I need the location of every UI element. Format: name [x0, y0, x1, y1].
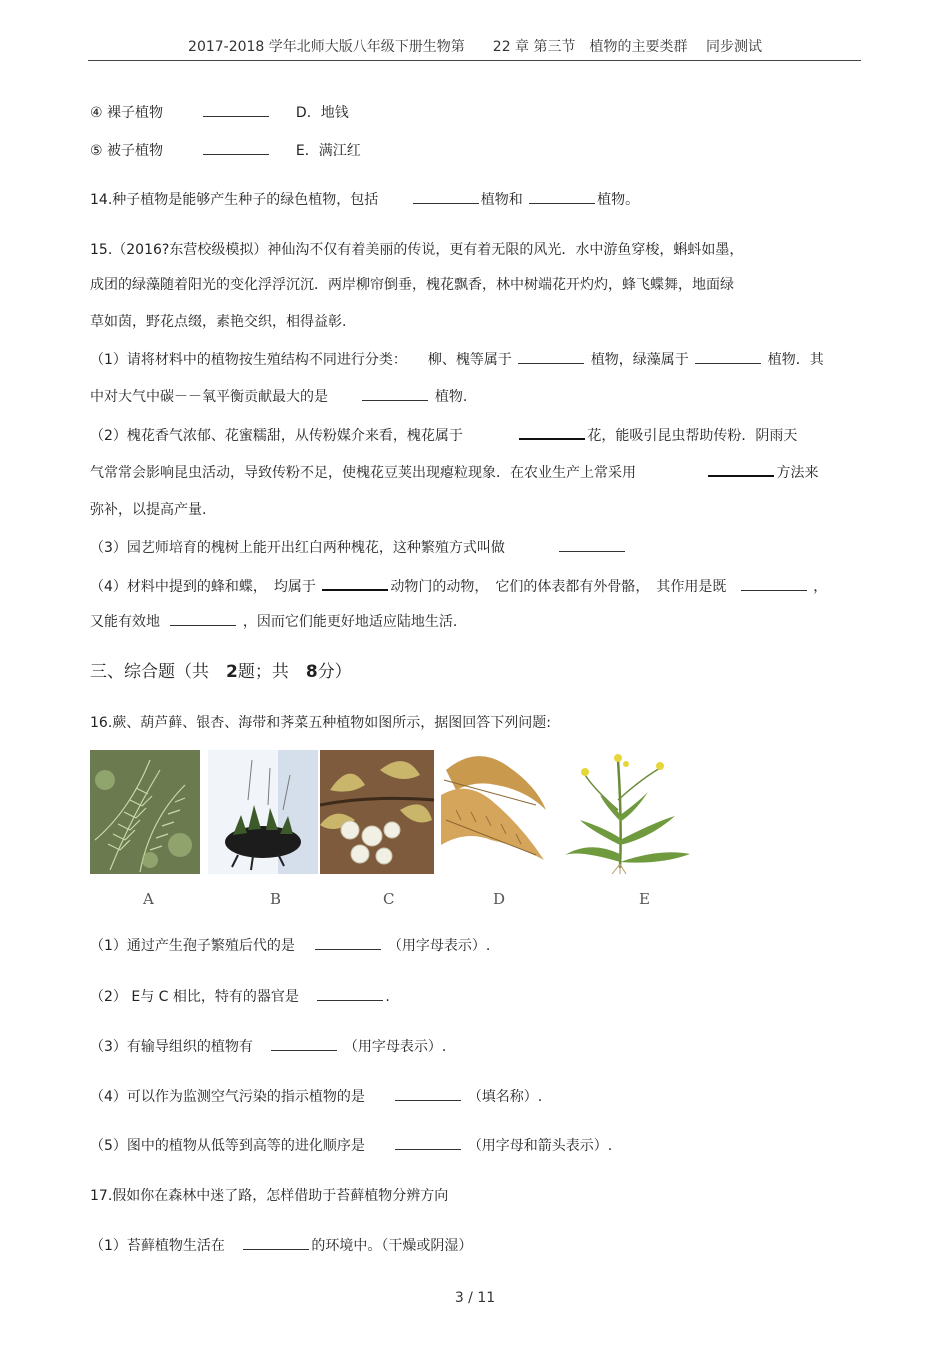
q16-text: （填名称）. [467, 1089, 543, 1105]
q15-text: ，因而它们能更好地适应陆地生活. [242, 614, 458, 630]
q16-text: （5）图中的植物从低等到高等的进化顺序是 [90, 1138, 365, 1154]
answer-blank[interactable] [708, 461, 774, 477]
q15-text: （3）园艺师培育的槐树上能开出红白两种槐花，这种繁殖方式叫做 [90, 540, 505, 556]
answer-blank[interactable] [322, 575, 388, 591]
figure-label: B [270, 890, 282, 908]
q14-text: 14.种子植物是能够产生种子的绿色植物，包括 [90, 192, 379, 208]
question-count: 2 [226, 662, 238, 682]
question-14 [90, 189, 639, 210]
q15-text: （4）材料中提到的蜂和蝶， 均属于 [90, 579, 316, 595]
answer-blank[interactable] [170, 611, 236, 626]
q16-text: （1）通过产生孢子繁殖后代的是 [90, 938, 295, 954]
answer-blank[interactable] [203, 102, 269, 117]
answer-blank[interactable] [243, 1235, 309, 1250]
answer-blank[interactable] [518, 349, 584, 364]
section-title [90, 662, 352, 682]
match-row [90, 140, 361, 161]
score-count: 8 [305, 662, 318, 682]
q16-text: （4）可以作为监测空气污染的指示植物的是 [90, 1089, 365, 1105]
q15-text: 花，能吸引昆虫帮助传粉．阴雨天 [587, 428, 798, 444]
answer-blank[interactable] [529, 189, 595, 204]
match-left: ⑤ 被子植物 [90, 143, 164, 159]
q15-passage-line: 成团的绿藻随着阳光的变化浮浮沉沉．两岸柳帘倒垂，槐花飘香，林中树端花开灼灼，蜂飞蝶舞，地面绿 [90, 277, 734, 293]
figure-label: C [383, 890, 395, 908]
q15-text: 植物. [434, 389, 468, 405]
q15-text: ， [813, 579, 828, 595]
q16-text: . [385, 989, 390, 1005]
section-title-text: 题；共 [237, 662, 306, 682]
page-header: 2017-2018 学年北师大版八年级下册生物第 22 章 第三节 植物的主要类群 同步测试 [188, 39, 762, 55]
answer-blank[interactable] [315, 935, 381, 950]
q15-sub-2 [90, 424, 797, 446]
figure-label: D [493, 890, 506, 908]
q15-sub-4 [90, 575, 827, 597]
q15-passage-line: 草如茵，野花点缀，素艳交织，相得益彰. [90, 314, 347, 330]
ginkgo-image [320, 750, 434, 874]
q15-sub-3 [90, 537, 627, 558]
answer-blank[interactable] [413, 189, 479, 204]
q15-text: 又能有效地 [90, 614, 160, 630]
fern-image [90, 750, 200, 874]
q15-text: 中对大气中碳－－氧平衡贡献最大的是 [90, 389, 328, 405]
q16-sub-1 [90, 935, 490, 956]
q14-text: 植物和 [480, 192, 523, 208]
q15-text: 植物，绿藻属于 [590, 352, 689, 368]
answer-blank[interactable] [203, 140, 269, 155]
q17-sub-1 [90, 1235, 472, 1256]
match-row [90, 102, 349, 123]
q15-text: 方法来 [776, 465, 819, 481]
question-17-stem: 17.假如你在森林中迷了路，怎样借助于苔藓植物分辨方向 [90, 1188, 449, 1204]
question-16-stem: 16.蕨、葫芦藓、银杏、海带和荠菜五种植物如图所示，据图回答下列问题: [90, 715, 551, 731]
answer-blank[interactable] [559, 537, 625, 552]
q15-sub-2-cont [90, 461, 818, 483]
q15-text: （1）请将材料中的植物按生殖结构不同进行分类： 柳、槐等属于 [90, 352, 512, 368]
q17-text: 的环境中。（干燥或阴湿） [311, 1238, 473, 1254]
q16-sub-5 [90, 1135, 612, 1156]
answer-blank[interactable] [362, 386, 428, 401]
q14-text: 植物。 [597, 192, 640, 208]
answer-blank[interactable] [741, 576, 807, 591]
q16-text: （用字母和箭头表示）. [467, 1138, 613, 1154]
section-title-text: 分） [317, 662, 352, 682]
figure-label: E [639, 890, 650, 908]
kelp-image [436, 750, 550, 874]
moss-image [208, 750, 318, 874]
answer-blank[interactable] [695, 349, 761, 364]
q15-sub-1 [90, 349, 824, 370]
q16-text: （3）有输导组织的植物有 [90, 1039, 253, 1055]
match-right: D．地钱 [295, 105, 349, 121]
plant-figure [90, 750, 710, 878]
q16-text: （2） E与 C 相比，特有的器官是 [90, 989, 299, 1005]
q15-sub-4-cont [90, 611, 457, 632]
answer-blank[interactable] [271, 1036, 337, 1051]
q15-sub-1-cont [90, 386, 467, 407]
q15-text: （2）槐花香气浓郁、花蜜糯甜，从传粉媒介来看，槐花属于 [90, 428, 463, 444]
q16-text: （用字母表示）. [387, 938, 491, 954]
answer-blank[interactable] [395, 1135, 461, 1150]
q15-text: 气常常会影响昆虫活动，导致传粉不足，使槐花豆荚出现瘪粒现象．在农业生产上常采用 [90, 465, 636, 481]
match-left: ④ 裸子植物 [90, 105, 164, 121]
figure-label: A [143, 890, 154, 908]
q16-sub-4 [90, 1086, 542, 1107]
q16-text: （用字母表示）. [343, 1039, 447, 1055]
header-divider [88, 60, 861, 61]
page-number: 3 / 11 [454, 1290, 496, 1306]
q16-sub-2 [90, 986, 390, 1007]
match-right: E．满江红 [295, 143, 361, 159]
shepherds-purse-image [560, 750, 700, 874]
q17-text: （1）苔藓植物生活在 [90, 1238, 225, 1254]
q15-sub-2-end: 弥补，以提高产量. [90, 502, 207, 518]
q15-text: 动物门的动物， 它们的体表都有外骨骼， 其作用是既 [390, 579, 727, 595]
q16-sub-3 [90, 1036, 446, 1057]
answer-blank[interactable] [317, 986, 383, 1001]
q15-passage-line: 15.（2016?东营校级模拟）神仙沟不仅有着美丽的传说，更有着无限的风光．水中游鱼穿梭，蝌蚪如墨， [90, 242, 744, 258]
answer-blank[interactable] [395, 1086, 461, 1101]
q15-text: 植物．其 [767, 352, 824, 368]
section-title-text: 三、综合题（共 [90, 662, 226, 682]
answer-blank[interactable] [519, 424, 585, 440]
